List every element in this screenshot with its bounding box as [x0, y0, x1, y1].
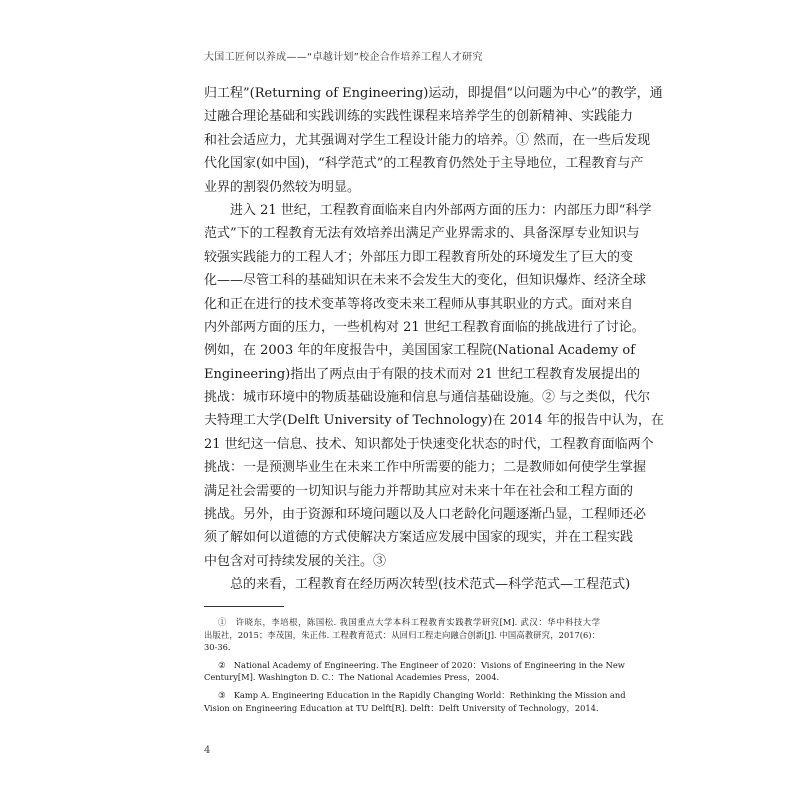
text-line: 和社会适应力，尤其强调对学生工程设计能力的培养。① 然而，在一些后发现	[204, 132, 651, 148]
footnote-line: 出版社，2015；李茂国，朱正伟. 工程教育范式：从回归工程走向融合创新[J]. 中国高教研究，2017(6)：	[204, 629, 600, 640]
text-line: 范式”下的工程教育无法有效培养出满足产业界需求的、具备深厚专业知识与	[204, 226, 640, 242]
text-line: 进入 21 世纪，工程教育面临来自内外部两方面的压力：内部压力即“科学	[230, 202, 652, 218]
text-line: 内外部两方面的压力，一些机构对 21 世纪工程教育面临的挑战进行了讨论。	[204, 319, 645, 335]
footnote-line: Century[M]. Washington D. C.：The National Academies Press，2004.	[204, 672, 500, 683]
text-line: Engineering)指出了两点由于有限的技术而对 21 世纪工程教育发展提出的	[204, 366, 641, 382]
footnote-line: Vision on Engineering Education at TU Delft[R]. Delft：Delft University of Technology，2014.	[204, 702, 599, 713]
text-line: 中包含对可持续发展的关注。③	[204, 553, 387, 569]
text-line: 挑战：城市环境中的物质基础设施和信息与通信基础设施。② 与之类似，代尔	[204, 390, 651, 406]
text-line: 过融合理论基础和实践训练的实践性课程来培养学生的创新精神、实践能力	[204, 109, 634, 125]
footnote-line: ③ Kamp A. Engineering Education in the Rapidly Changing World：Rethinking the Mission and	[218, 689, 626, 700]
text-line: 较强实践能力的工程人才；外部压力即工程教育所处的环境发生了巨大的变	[204, 249, 634, 265]
running-head: 大国工匠何以养成——“卓越计划”校企合作培养工程人才研究	[204, 52, 483, 63]
text-line: 总的来看，工程教育在经历两次转型(技术范式—科学范式—工程范式)	[230, 577, 631, 593]
footnote-line: 30-36.	[204, 642, 231, 653]
footnote-line: ② National Academy of Engineering. The Engineer of 2020：Visions of Engineering in the New	[218, 659, 625, 670]
text-line: 夫特理工大学(Delft University of Technology)在 2014 年的报告中认为，在	[204, 413, 664, 429]
text-line: 例如，在 2003 年的年度报告中，美国国家工程院(National Academy of	[204, 343, 636, 359]
text-line: 须了解如何以道德的方式使解决方案适应发展中国家的现实，并在工程实践	[204, 530, 634, 546]
body-text	[204, 82, 664, 597]
text-line: 业界的割裂仍然较为明显。	[204, 179, 361, 195]
text-line: 21 世纪这一信息、技术、知识都处于快速变化状态的时代，工程教育面临两个	[204, 436, 654, 452]
text-line: 化和正在进行的技术变革等将改变未来工程师从事其职业的方式。面对来自	[204, 296, 634, 312]
footnote-line: ① 许晓东，李培根，陈国松. 我国重点大学本科工程教育实践教学研究[M]. 武汉：华中科技大学	[218, 617, 600, 627]
text-line: 满足社会需要的一切知识与能力并帮助其应对未来十年在社会和工程方面的	[204, 483, 634, 499]
text-line: 归工程”(Returning of Engineering)运动，即提倡“以问题为中心”的教学，通	[204, 86, 663, 101]
footnotes	[204, 616, 626, 719]
text-line: 代化国家(如中国)，“科学范式”的工程教育仍然处于主导地位，工程教育与产	[204, 156, 644, 172]
text-line: 挑战：一是预测毕业生在未来工作中所需要的能力；二是教师如何使学生掌握	[204, 460, 647, 476]
footnote-separator	[204, 606, 284, 607]
text-line: 挑战。另外，由于资源和环境问题以及人口老龄化问题逐渐凸显，工程师还必	[204, 507, 647, 523]
page-number: 4	[204, 745, 211, 756]
text-line: 化——尽管工科的基础知识在未来不会发生大的变化，但知识爆炸、经济全球	[204, 273, 647, 289]
